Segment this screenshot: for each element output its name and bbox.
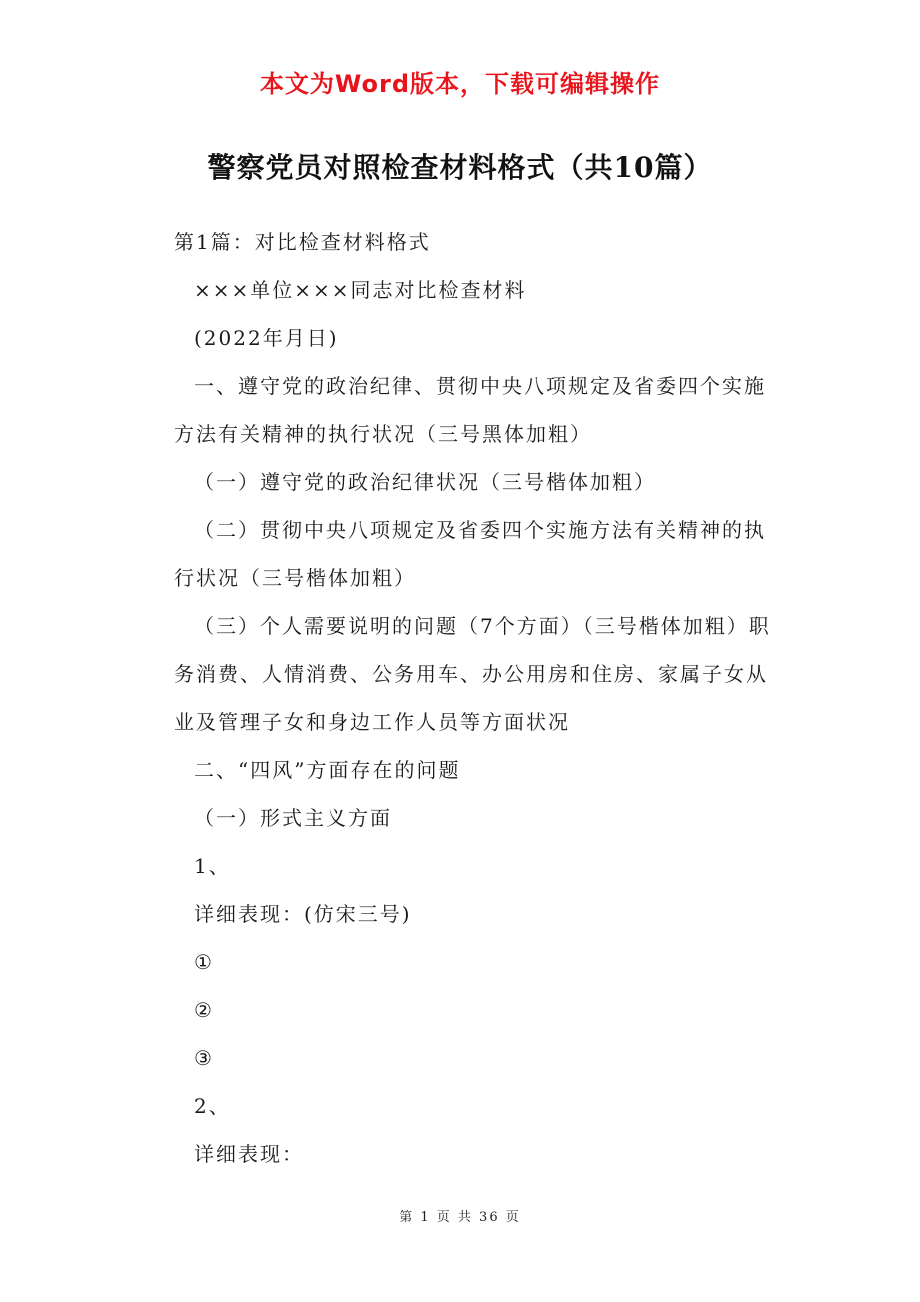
paragraph: 详细表现：(仿宋三号) xyxy=(194,902,412,926)
list-marker: ③ xyxy=(194,1046,214,1070)
page-number-footer: 第 1 页 共 36 页 xyxy=(399,1210,521,1225)
list-number: 2、 xyxy=(194,1094,231,1118)
paragraph: 一、遵守党的政治纪律、贯彻中央八项规定及省委四个实施方法有关精神的执行状况（三号黑体加粗） xyxy=(174,374,766,446)
paragraph: （三）个人需要说明的问题（7个方面）（三号楷体加粗）职务消费、人情消费、公务用车、办公用房和住房、家属子女从业及管理子女和身边工作人员等方面状况 xyxy=(174,614,771,734)
document-title: 警察党员对照检查材料格式（共10篇） xyxy=(207,151,713,184)
list-number: 1、 xyxy=(194,854,231,878)
date-line: (2022年月日) xyxy=(194,326,339,350)
edit-notice-banner: 本文为Word版本，下载可编辑操作 xyxy=(259,70,661,98)
document-body xyxy=(174,218,784,1178)
list-marker: ① xyxy=(194,950,214,974)
paragraph: ×××单位×××同志对比检查材料 xyxy=(194,278,527,302)
section-heading: 第1篇：对比检查材料格式 xyxy=(174,230,431,254)
list-marker: ② xyxy=(194,998,214,1022)
paragraph: （一）形式主义方面 xyxy=(194,806,392,830)
paragraph: （一）遵守党的政治纪律状况（三号楷体加粗） xyxy=(194,470,656,494)
paragraph: 详细表现： xyxy=(194,1142,304,1166)
paragraph: （二）贯彻中央八项规定及省委四个实施方法有关精神的执行状况（三号楷体加粗） xyxy=(174,518,766,590)
paragraph: 二、“四风”方面存在的问题 xyxy=(194,758,461,782)
